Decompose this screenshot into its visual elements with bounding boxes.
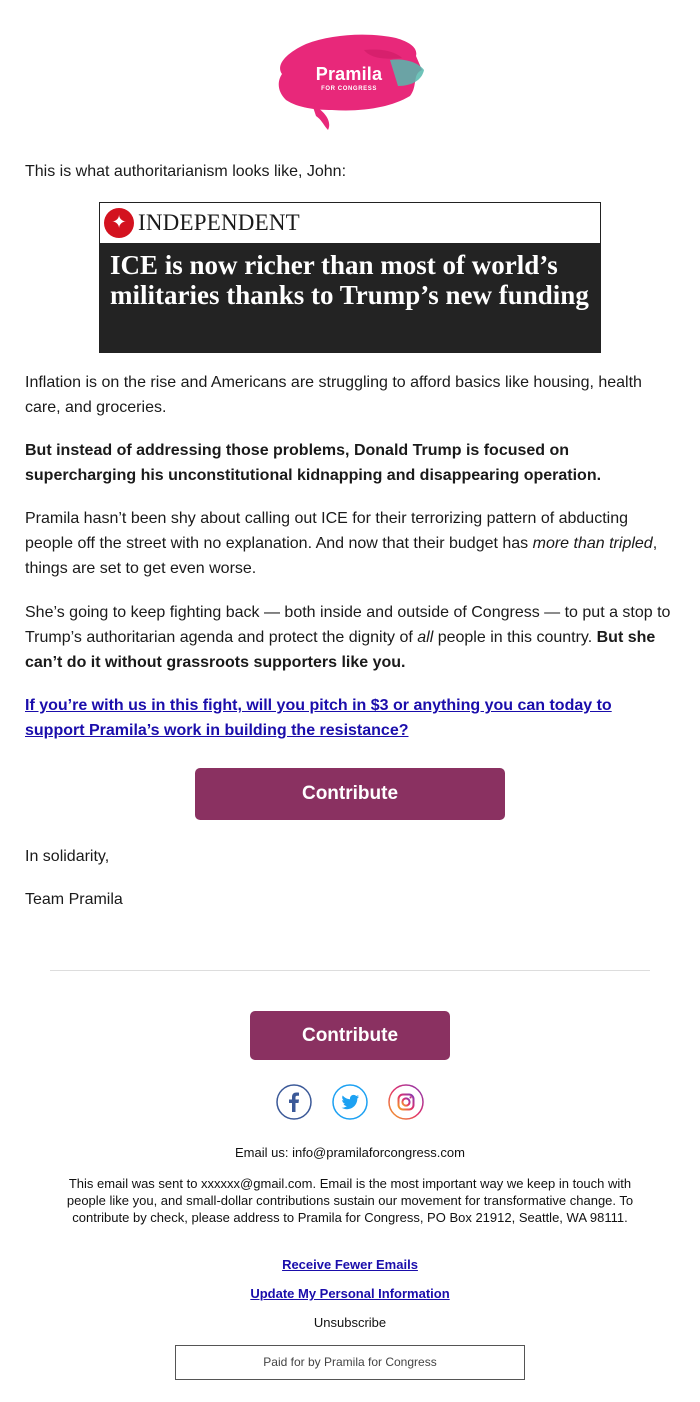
footer-divider: [50, 970, 650, 971]
contribute-button[interactable]: Contribute: [195, 768, 505, 820]
p4-italic: all: [417, 629, 434, 646]
signoff-signature: Team Pramila: [25, 891, 123, 908]
footer-email-us: Email us: info@pramilaforcongress.com: [235, 1145, 465, 1160]
eagle-logo-icon: ✦: [104, 208, 134, 238]
logo-name: Pramila: [315, 64, 383, 84]
footer-contribute-button[interactable]: Contribute: [250, 1011, 450, 1060]
p4-text-start: She’s going to keep fighting back — both inside and outside of Congress — to put a stop to Trump’s authoritarian agenda and protect the dignity of: [25, 604, 671, 646]
campaign-logo: [272, 30, 426, 132]
donate-cta-link[interactable]: If you’re with us in this fight, will you pitch in $3 or anything you can today to support Pramila’s work in building the resistance?: [25, 697, 612, 739]
greeting: This is what authoritarianism looks like, John:: [25, 163, 347, 180]
logo-subtitle: FOR CONGRESS: [321, 86, 377, 92]
paragraph-inflation: Inflation is on the rise and Americans are struggling to afford basics like housing, health care, and groceries.: [25, 374, 642, 416]
paragraph-ice-budget: [25, 506, 675, 581]
footer-disclaimer: This email was sent to xxxxxx@gmail.com. Email is the most important way we keep in touch with people like you, and small-dollar contributions sustain our movement for transformative change. To contribute by check, please address to Pramila for Congress, PO Box 21912, Seattle, WA 98111.: [66, 1176, 634, 1225]
publication-name: INDEPENDENT: [138, 210, 300, 235]
news-headline-image: [99, 202, 601, 353]
receive-fewer-emails-row: [0, 1256, 700, 1273]
p4-bold: But she can’t do it without grassroots supporters like you.: [25, 629, 656, 671]
instagram-icon[interactable]: [388, 1084, 424, 1120]
update-personal-info-link[interactable]: Update My Personal Information: [250, 1286, 450, 1301]
headline-text: ICE is now richer than most of world’s militaries thanks to Trump’s new funding: [110, 250, 589, 310]
receive-fewer-emails-link[interactable]: Receive Fewer Emails: [282, 1257, 418, 1272]
paid-for-disclaimer: Paid for by Pramila for Congress: [175, 1345, 525, 1380]
unsubscribe-link[interactable]: Unsubscribe: [313, 1315, 387, 1330]
update-info-row: [0, 1285, 700, 1302]
facebook-icon[interactable]: [276, 1084, 312, 1120]
p3-text-start: Pramila hasn’t been shy about calling out ICE for their terrorizing pattern of abducting people off the street with no explanation. And now that their budget has: [25, 510, 628, 552]
paragraph-fighting-back: [25, 600, 675, 675]
publication-masthead: [100, 203, 600, 243]
paragraph-trump-focus: But instead of addressing those problems, Donald Trump is focused on supercharging his unconstitutional kidnapping and disappearing operation.: [25, 442, 602, 484]
p3-text-end: , things are set to get even worse.: [25, 535, 658, 577]
p4-text-middle: people in this country.: [433, 629, 597, 646]
p3-italic: more than tripled: [532, 535, 653, 552]
headline-body: [100, 243, 600, 352]
signoff-closing: In solidarity,: [25, 848, 110, 865]
twitter-icon[interactable]: [332, 1084, 368, 1120]
